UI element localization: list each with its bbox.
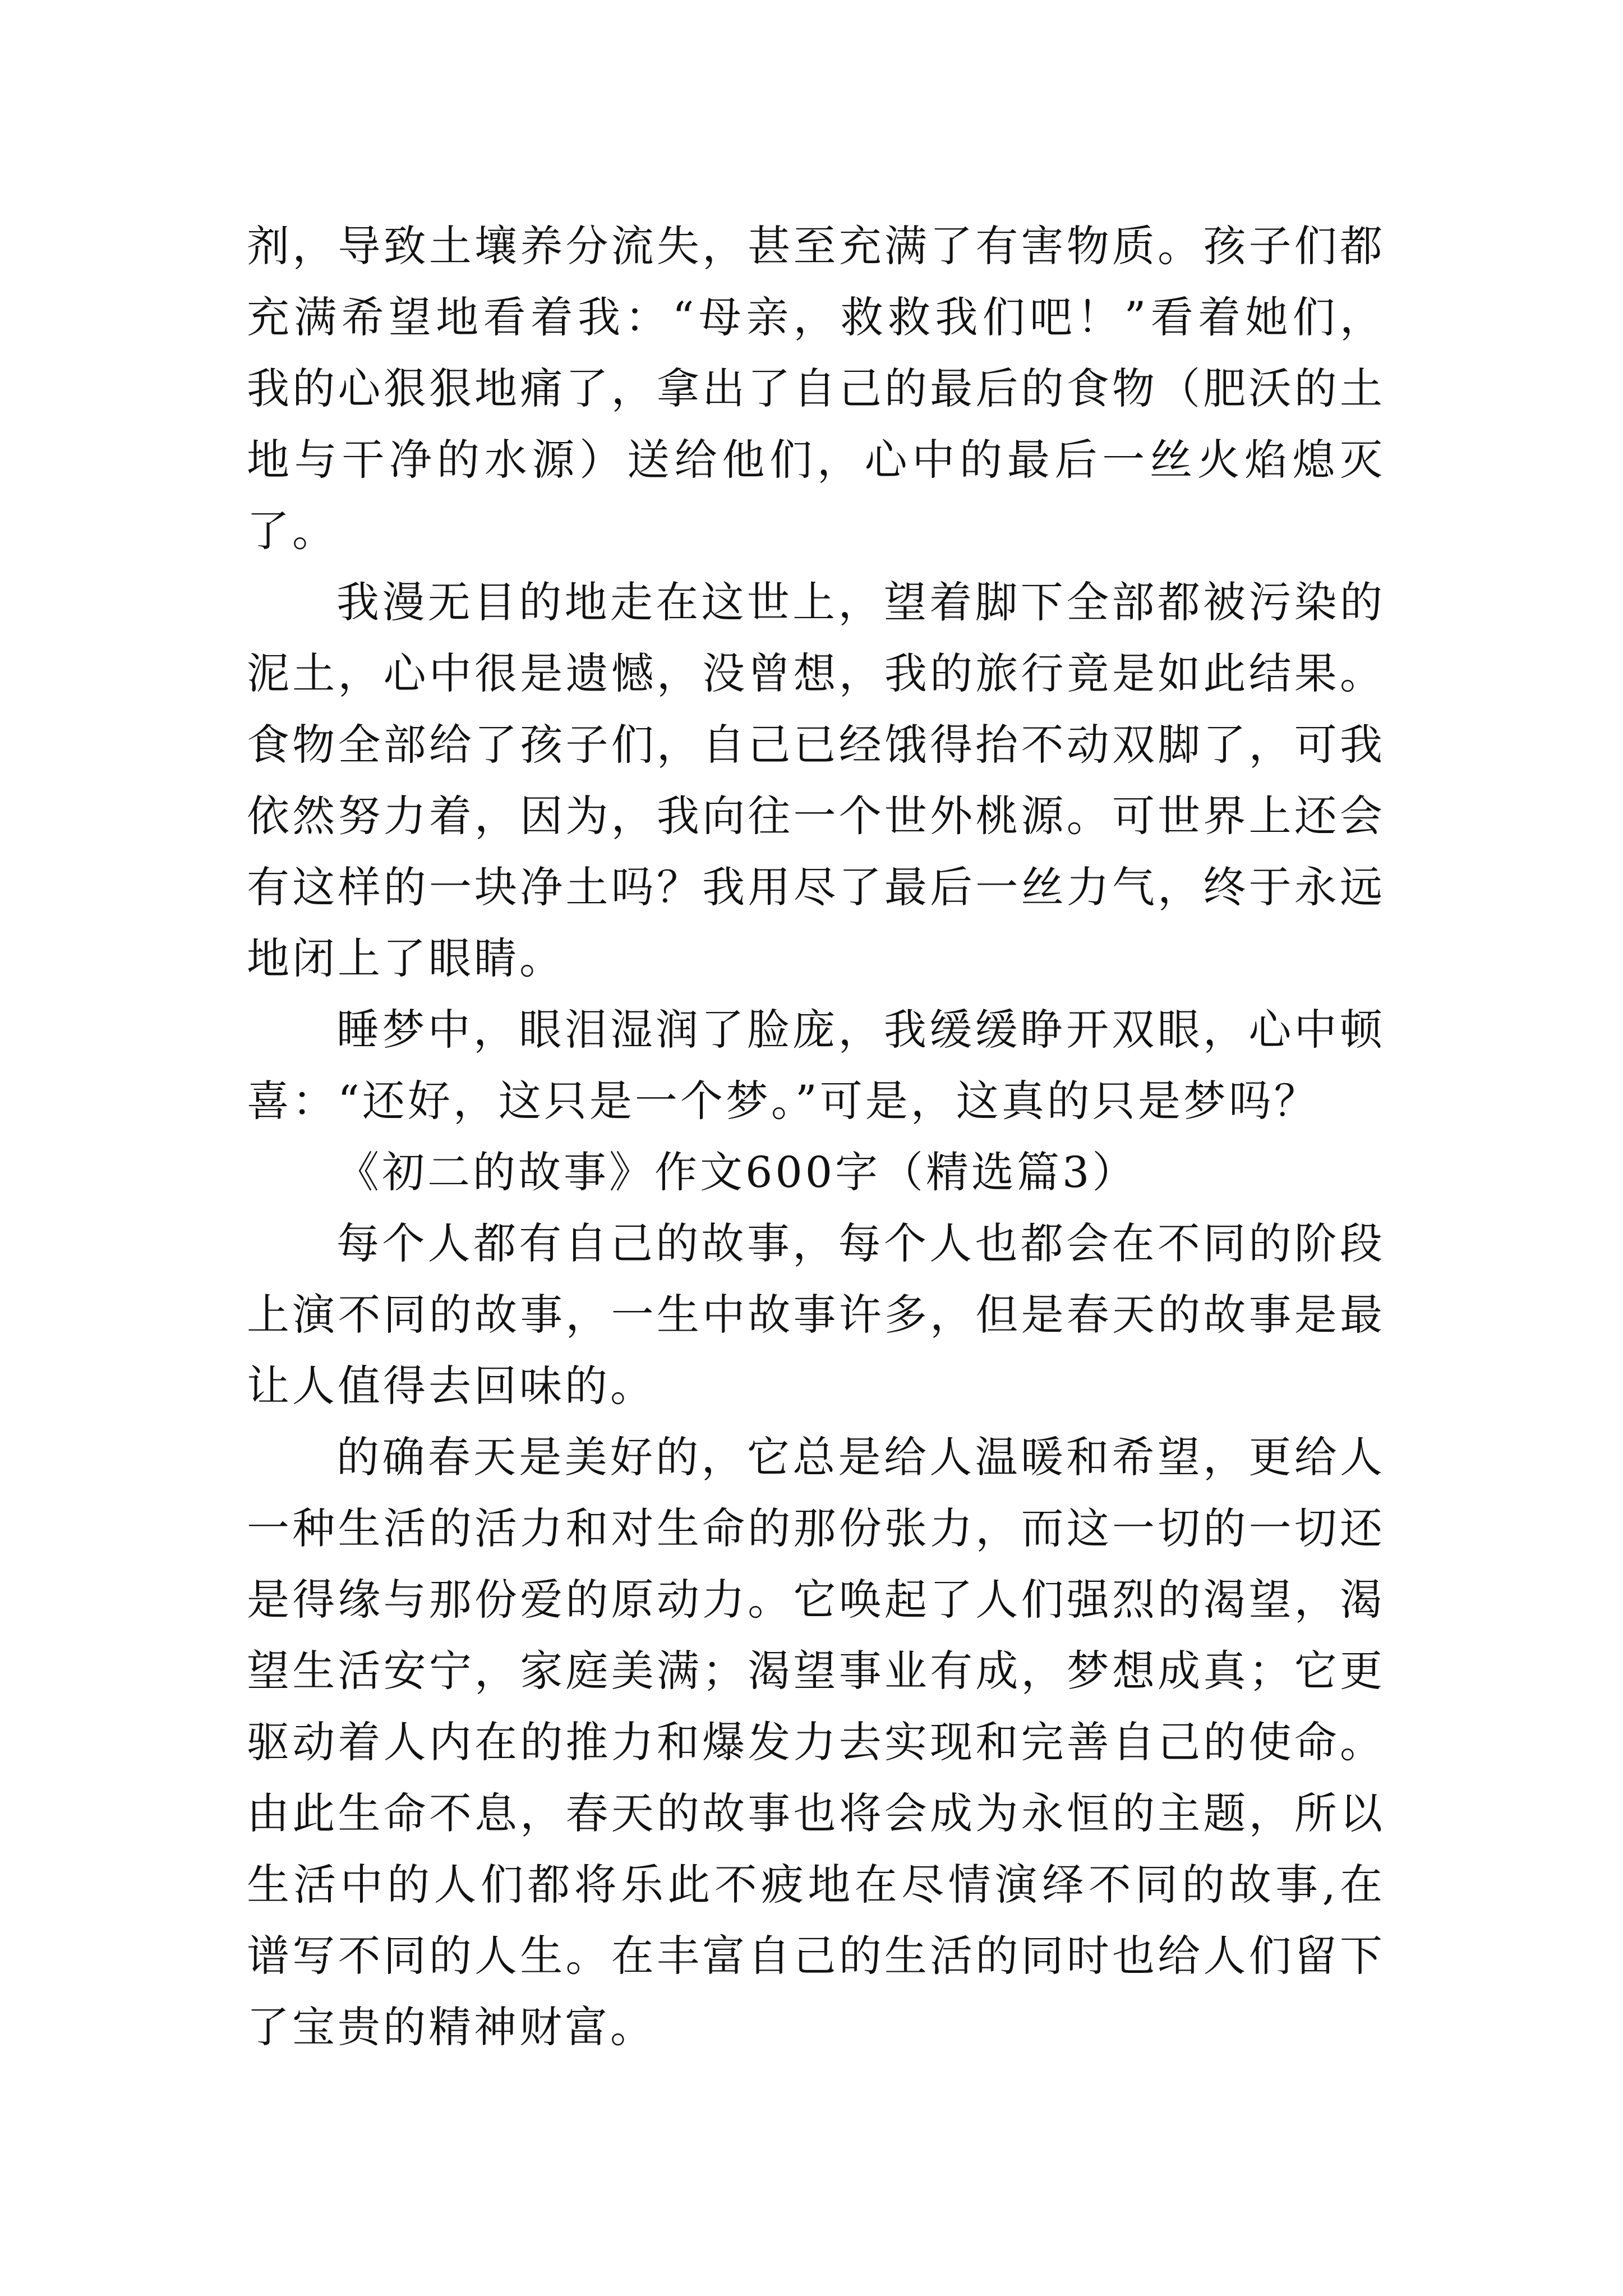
paragraph: 睡梦中，眼泪湿润了脸庞，我缓缓睁开双眼，心中顿喜：“还好，这只是一个梦。”可是，这真的只是梦吗？ — [247, 1005, 1385, 1126]
document-body — [247, 210, 1385, 2063]
paragraph-continued: 剂，导致土壤养分流失，甚至充满了有害物质。孩子们都充满希望地看着我：“母亲，救救我们吧！”看着她们，我的心狠狠地痛了，拿出了自己的最后的食物（肥沃的土地与干净的水源）送给他们，心中的最后一丝火焰熄灭了。 — [247, 221, 1385, 556]
section-heading: 《初二的故事》作文600字（精选篇3） — [336, 1147, 1138, 1197]
paragraph: 我漫无目的地走在这世上，望着脚下全部都被污染的泥土，心中很是遗憾，没曾想，我的旅行竟是如此结果。食物全部给了孩子们，自己已经饿得抬不动双脚了，可我依然努力着，因为，我向往一个世外桃源。可世界上还会有这样的一块净土吗？我用尽了最后一丝力气，终于永远地闭上了眼睛。 — [247, 577, 1385, 983]
paragraph: 每个人都有自己的故事，每个人也都会在不同的阶段上演不同的故事，一生中故事许多，但是春天的故事是最让人值得去回味的。 — [247, 1218, 1385, 1411]
paragraph: 的确春天是美好的，它总是给人温暖和希望，更给人一种生活的活力和对生命的那份张力，而这一切的一切还是得缘与那份爱的原动力。它唤起了人们强烈的渴望，渴望生活安宁，家庭美满；渴望事业有成，梦想成真；它更驱动着人内在的推力和爆发力去实现和完善自己的使命。由此生命不息，春天的故事也将会成为永恒的主题，所以生活中的人们都将乐此不疲地在尽情演绎不同的故事,在谱写不同的人生。在丰富自己的生活的同时也给人们留下了宝贵的精神财富。 — [247, 1432, 1385, 2052]
